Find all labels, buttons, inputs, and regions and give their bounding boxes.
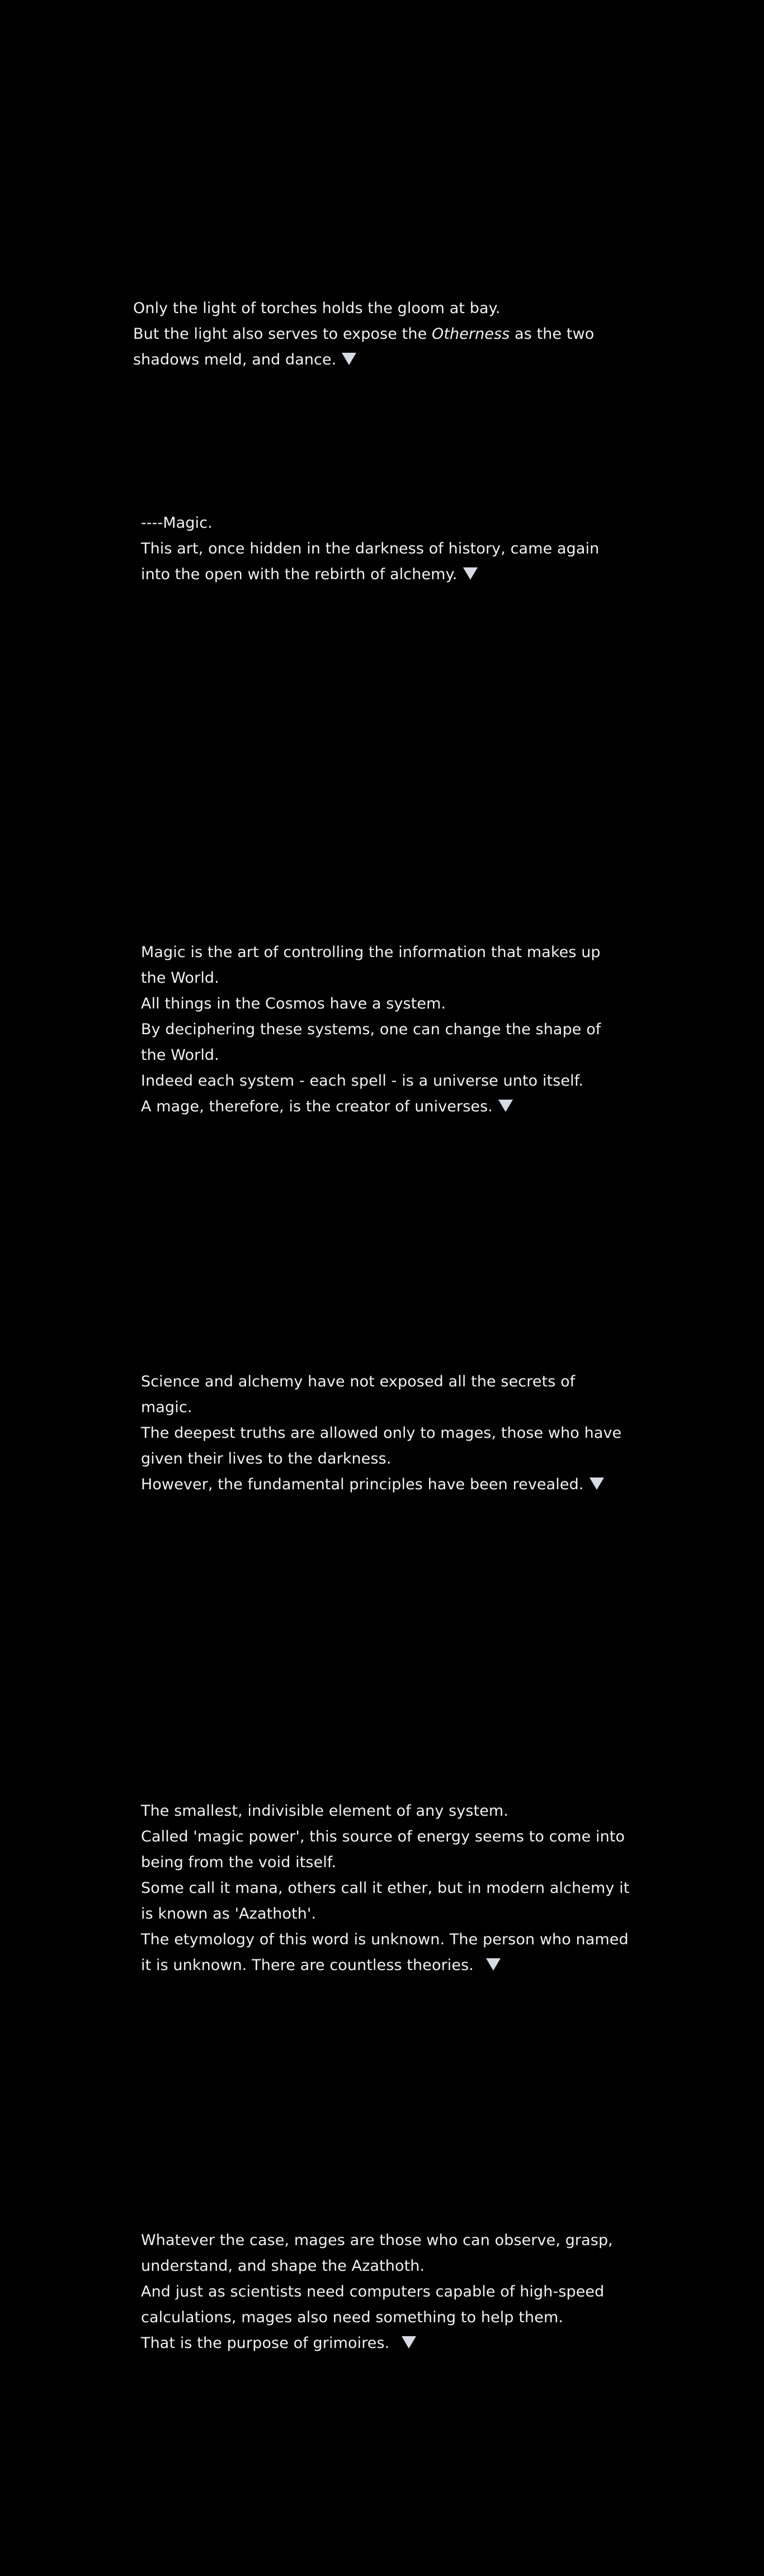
narration-line: Only the light of torches holds the gloom at bay. [133, 300, 501, 317]
narration-line: The smallest, indivisible element of any system. [141, 1802, 509, 1820]
narration-line-segment: However, the fundamental principles have been revealed. [141, 1476, 584, 1493]
narration-line: Magic is the art of controlling the information that makes up [141, 944, 601, 961]
narration-line: being from the void itself. [141, 1854, 337, 1871]
advance-triangle-icon[interactable] [463, 567, 478, 580]
advance-triangle-icon[interactable] [498, 1100, 513, 1112]
narration-line-segment: A mage, therefore, is the creator of universes. [141, 1098, 493, 1115]
advance-triangle-icon[interactable] [342, 353, 356, 365]
narration-line: Indeed each system - each spell - is a universe unto itself. [141, 1072, 584, 1090]
narration-passage-6 [141, 2228, 613, 2356]
narration-passage-4 [141, 1369, 621, 1498]
narration-line-segment: shadows meld, and dance. [133, 351, 337, 368]
narration-line-segment: But the light also serves to expose the [133, 325, 427, 343]
narration-line: ----Magic. [141, 514, 213, 532]
narration-line: the World. [141, 1046, 219, 1064]
narration-line: By deciphering these systems, one can change the shape of [141, 1021, 601, 1038]
narration-line: This art, once hidden in the darkness of history, came again [141, 540, 600, 557]
narration-line [141, 1472, 621, 1498]
narration-line: is known as 'Azathoth'. [141, 1905, 317, 1922]
emphasized-word: Otherness [431, 325, 510, 343]
narration-line [133, 347, 594, 373]
narration-line: The etymology of this word is unknown. The person who named [141, 1931, 629, 1948]
narration-line [141, 1094, 601, 1120]
narration-line-segment: it is unknown. There are countless theories. [141, 1957, 474, 1974]
narration-line: understand, and shape the Azathoth. [141, 2257, 425, 2275]
narration-line: All things in the Cosmos have a system. [141, 995, 446, 1012]
narration-passage-1 [133, 296, 594, 373]
narration-line: The deepest truths are allowed only to mages, those who have [141, 1424, 622, 1442]
narration-line: given their lives to the darkness. [141, 1450, 392, 1467]
narration-line [141, 1953, 629, 1978]
advance-triangle-icon[interactable] [402, 2336, 416, 2348]
narration-passage-3 [141, 940, 601, 1120]
narration-line-segment: That is the purpose of grimoires. [141, 2334, 390, 2352]
narration-line: Whatever the case, mages are those who can observe, grasp, [141, 2232, 613, 2249]
narration-line-segment: as the two [515, 325, 595, 343]
narration-line: calculations, mages also need something to help them. [141, 2309, 564, 2326]
narration-line: Called 'magic power', this source of energy seems to come into [141, 1828, 625, 1845]
advance-triangle-icon[interactable] [589, 1478, 604, 1490]
narration-line: Science and alchemy have not exposed all the secrets of [141, 1373, 576, 1390]
narration-passage-2 [141, 510, 599, 588]
narration-line: the World. [141, 969, 219, 987]
narration-line-segment: into the open with the rebirth of alchemy. [141, 566, 458, 583]
narration-passage-5 [141, 1798, 629, 1978]
narration-line: And just as scientists need computers capable of high-speed [141, 2283, 605, 2300]
narration-line [141, 562, 599, 588]
advance-triangle-icon[interactable] [486, 1958, 501, 1971]
narration-line [133, 321, 594, 347]
narration-line: Some call it mana, others call it ether, but in modern alchemy it [141, 1879, 630, 1897]
narration-line: magic. [141, 1399, 192, 1416]
narration-line [141, 2331, 613, 2356]
